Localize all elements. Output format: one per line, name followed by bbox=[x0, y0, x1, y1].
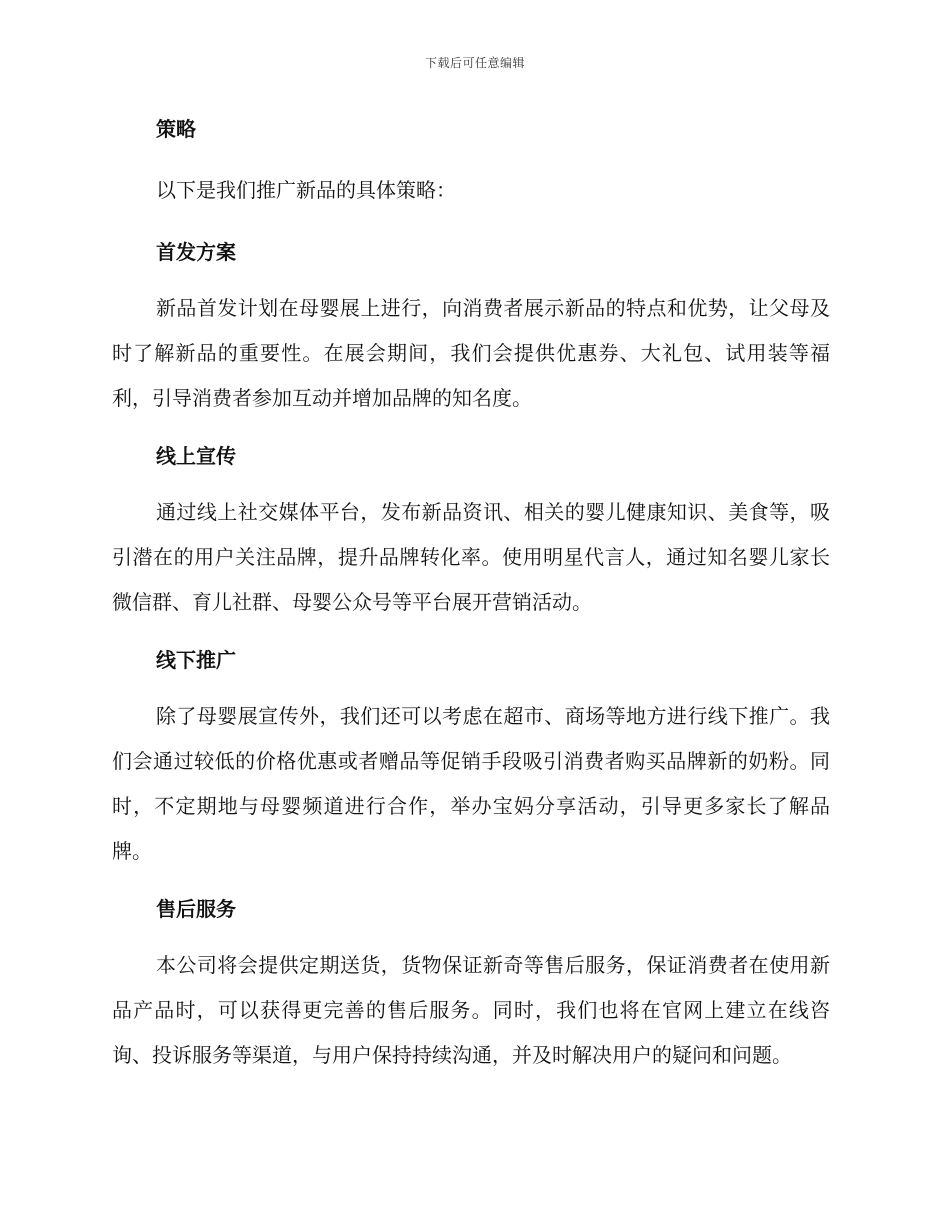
page-header: 下载后可任意编辑 bbox=[424, 56, 525, 70]
heading-online-promotion: 线上宣传 bbox=[156, 444, 236, 468]
paragraph-launch-plan: 新品首发计划在母婴展上进行，向消费者展示新品的特点和优势，让父母及时了解新品的重要性。在展会期间，我们会提供优惠券、大礼包、试用装等福利，引导消费者参加互动并增加品牌的知名度。 bbox=[112, 296, 830, 410]
section-title: 策略 bbox=[156, 117, 196, 141]
heading-offline-promotion: 线下推广 bbox=[156, 648, 236, 672]
paragraph-offline-promotion: 除了母婴展宣传外，我们还可以考虑在超市、商场等地方进行线下推广。我们会通过较低的价格优惠或者赠品等促销手段吸引消费者购买品牌新的奶粉。同时，不定期地与母婴频道进行合作，举办宝妈分享活动，引导更多家长了解品牌。 bbox=[112, 704, 830, 863]
heading-after-sales: 售后服务 bbox=[156, 897, 236, 921]
paragraph-after-sales: 本公司将会提供定期送货，货物保证新奇等售后服务，保证消费者在使用新品产品时，可以获得更完善的售后服务。同时，我们也将在官网上建立在线咨询、投诉服务等渠道，与用户保持持续沟通，并及时解决用户的疑问和问题。 bbox=[112, 953, 830, 1067]
heading-launch-plan: 首发方案 bbox=[156, 240, 236, 264]
intro-paragraph: 以下是我们推广新品的具体策略： bbox=[156, 178, 456, 202]
paragraph-online-promotion: 通过线上社交媒体平台，发布新品资讯、相关的婴儿健康知识、美食等，吸引潜在的用户关注品牌，提升品牌转化率。使用明星代言人，通过知名婴儿家长微信群、育儿社群、母婴公众号等平台展开营销活动。 bbox=[112, 500, 830, 614]
document-body bbox=[112, 110, 830, 1078]
